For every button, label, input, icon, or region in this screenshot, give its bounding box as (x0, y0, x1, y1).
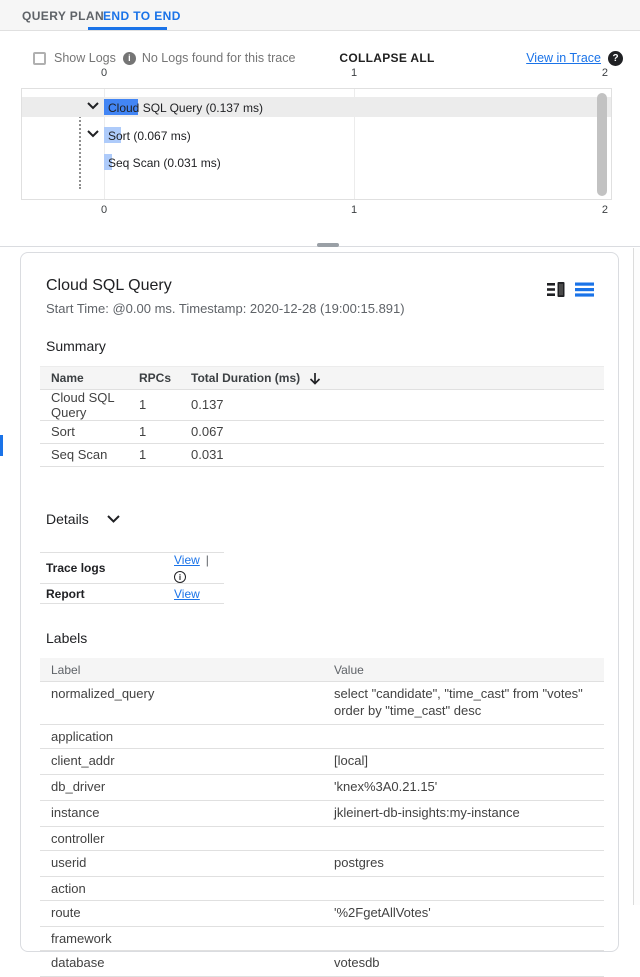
pane-resize-handle[interactable] (317, 243, 339, 247)
labels-row: application (40, 725, 604, 749)
chevron-down-icon[interactable] (107, 515, 120, 523)
span-label: Cloud SQL Query (0.137 ms) (108, 101, 263, 115)
timeline-scrollbar-thumb[interactable] (597, 93, 607, 196)
collapse-all-button[interactable]: COLLAPSE ALL (339, 51, 435, 65)
labels-header-row (40, 658, 604, 682)
labels-heading: Labels (46, 630, 88, 647)
info-outline-icon[interactable]: i (174, 571, 186, 583)
labels-row: userid postgres (40, 850, 604, 876)
chevron-down-icon[interactable] (87, 130, 99, 138)
tab-end-to-end[interactable]: END TO END (103, 9, 181, 23)
details-table (40, 552, 224, 605)
details-row: Report View (40, 584, 224, 604)
labels-row: db_driver 'knex%3A0.21.15' (40, 775, 604, 801)
labels-row: action (40, 876, 604, 900)
timeline-span-row[interactable] (22, 152, 611, 172)
timeline-span-row[interactable] (22, 125, 611, 145)
show-logs-control[interactable] (33, 51, 116, 65)
span-detail-card (20, 252, 619, 970)
span-label: Sort (0.067 ms) (108, 129, 191, 143)
timeline-axis-bottom (0, 204, 640, 217)
show-logs-label: Show Logs (54, 51, 116, 65)
tab-query-plan[interactable]: QUERY PLAN (22, 9, 105, 23)
axis-tick: 0 (100, 204, 108, 216)
view-headline-icon[interactable] (575, 282, 594, 297)
summary-col-duration[interactable]: Total Duration (ms) (191, 366, 604, 389)
no-logs-text: No Logs found for this trace (141, 51, 296, 65)
labels-row: controller (40, 826, 604, 850)
labels-row: route '%2FgetAllVotes' (40, 900, 604, 926)
span-title: Cloud SQL Query (46, 277, 172, 294)
active-tab-indicator (88, 27, 167, 30)
summary-col-rpcs: RPCs (139, 366, 191, 389)
labels-col-value: Value (334, 658, 604, 682)
pane-divider (0, 246, 640, 247)
view-in-trace-link[interactable]: View in Trace (526, 51, 601, 65)
view-sidebar-icon[interactable] (547, 282, 565, 297)
summary-heading: Summary (46, 338, 106, 354)
summary-header-row (40, 366, 604, 389)
labels-row: database votesdb (40, 950, 604, 976)
trace-timeline-panel (21, 88, 612, 200)
labels-col-label: Label (40, 658, 334, 682)
view-link[interactable]: View (174, 552, 200, 567)
details-heading: Details (46, 511, 89, 528)
span-label: Seq Scan (0.031 ms) (108, 156, 221, 170)
span-subtitle: Start Time: @0.00 ms. Timestamp: 2020-12-28 (19:00:15.891) (46, 301, 405, 316)
trace-toolbar (33, 47, 623, 69)
help-icon[interactable]: ? (608, 51, 623, 66)
timeline-axis-top (0, 67, 640, 80)
axis-tick: 0 (100, 67, 108, 79)
labels-row: client_addr [local] (40, 749, 604, 775)
view-link[interactable]: View (174, 586, 200, 601)
axis-tick: 1 (350, 67, 358, 79)
axis-tick: 1 (350, 204, 358, 216)
labels-row: framework (40, 926, 604, 950)
summary-row[interactable]: Seq Scan 1 0.031 (40, 443, 604, 466)
separator: | (205, 552, 209, 567)
info-icon: i (123, 52, 136, 65)
labels-row: normalized_query select "candidate", "time_cast" from "votes" order by "time_cast" desc (40, 682, 604, 725)
chevron-down-icon[interactable] (87, 102, 99, 110)
labels-row: instance jkleinert-db-insights:my-instance (40, 801, 604, 827)
show-logs-checkbox[interactable] (33, 52, 46, 65)
card-view-toggles (547, 282, 594, 297)
page-scrollbar[interactable] (633, 248, 640, 905)
left-scroll-indicator (0, 435, 3, 456)
details-row: Trace logs View |i (40, 552, 224, 584)
axis-tick: 2 (601, 204, 608, 216)
sort-descending-icon[interactable] (309, 372, 321, 385)
labels-table (40, 658, 604, 977)
summary-row[interactable]: Cloud SQL Query 1 0.137 (40, 389, 604, 420)
tab-bar (0, 0, 640, 31)
summary-col-name: Name (40, 366, 139, 389)
summary-table (40, 366, 604, 467)
timeline-span-row[interactable] (22, 97, 611, 117)
axis-tick: 2 (601, 67, 608, 79)
summary-row[interactable]: Sort 1 0.067 (40, 420, 604, 443)
